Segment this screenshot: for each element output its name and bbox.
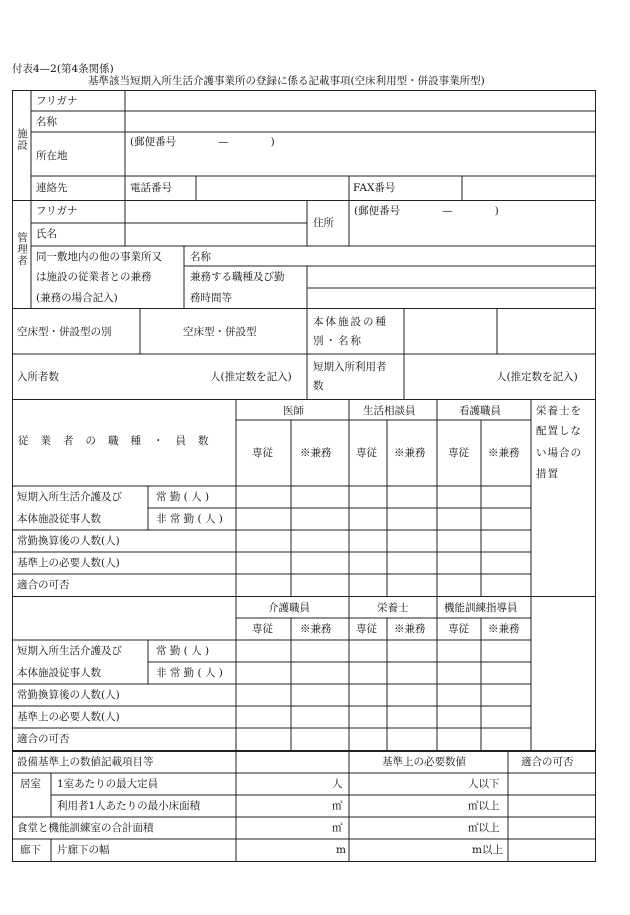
- col-doctor: 医師: [283, 405, 304, 417]
- parttime2-label: 非 常 勤 ( 人 ): [156, 667, 223, 679]
- manager-group-label: 管理者: [16, 232, 28, 267]
- dining-area-unit: ㎡: [332, 822, 343, 834]
- concurrent-role-line1: 兼務する職種及び勤: [190, 271, 285, 283]
- staff-header: 従業者の職種・員数: [18, 435, 221, 447]
- dietitian-note-line4: 措置: [536, 468, 559, 480]
- care-dedicated: 専従: [252, 623, 273, 635]
- nurse-dedicated: 専従: [448, 447, 469, 459]
- max-capacity-required-unit: 人以下: [468, 778, 500, 790]
- dietitian-note-line2: 配置しな: [536, 425, 582, 437]
- fulltime-label: 常 勤 ( 人 ): [156, 491, 210, 503]
- corridor-width-unit: m: [336, 844, 346, 856]
- count-label-line2: 本体施設従事人数: [17, 513, 101, 525]
- facility-furigana-label: フリガナ: [36, 95, 78, 107]
- counselor-dedicated: 専従: [356, 447, 377, 459]
- count2-label-line1: 短期入所生活介護及び: [17, 645, 122, 657]
- manager-furigana-label: フリガナ: [36, 205, 78, 217]
- concurrent-role-line2: 務時間等: [190, 292, 232, 304]
- residents-unit: 人(推定数を記入): [210, 371, 292, 383]
- main-facility-label-line2: 別・名称: [313, 335, 363, 347]
- dining-area-required-unit: ㎡以上: [468, 822, 500, 834]
- concurrent-name-label: 名称: [190, 251, 211, 263]
- residents-label: 入所者数: [17, 371, 59, 383]
- max-capacity-label: 1室あたりの最大定員: [57, 778, 159, 790]
- equipment-compliance-header: 適合の可否: [521, 756, 574, 768]
- main-facility-label-line1: 本体施設の種: [313, 316, 388, 328]
- facility-contact-label: 連絡先: [36, 182, 68, 194]
- corridor-width-required-unit: m以上: [472, 844, 503, 856]
- type-value: 空床型・併設型: [183, 326, 257, 338]
- concurrent-label-line3: (兼務の場合記入): [36, 292, 118, 304]
- dietitian-concurrent: ※兼務: [394, 623, 426, 635]
- trainer-dedicated: 専従: [448, 623, 469, 635]
- compliance2-label: 適合の可否: [17, 733, 70, 745]
- dietitian-note-line3: い場合の: [536, 447, 582, 459]
- fte-label: 常勤換算後の人数(人): [17, 535, 120, 547]
- page-title: 基準該当短期入所生活介護事業所の登録に係る記載事項(空床利用型・併設事業所型): [88, 75, 485, 87]
- parttime-label: 非 常 勤 ( 人 ): [156, 513, 223, 525]
- short-users-unit: 人(推定数を記入): [496, 371, 578, 383]
- dietitian-note-line1: 栄養士を: [536, 405, 582, 417]
- short-users-label-line1: 短期入所利用者: [313, 361, 387, 373]
- concurrent-label-line2: は施設の従業者との兼務: [36, 271, 152, 283]
- form-id: 付表4—2(第4条関係): [12, 63, 114, 75]
- col-counselor: 生活相談員: [363, 405, 416, 417]
- min-area-label: 利用者1人あたりの最小床面積: [57, 800, 201, 812]
- fulltime2-label: 常 勤 ( 人 ): [156, 645, 210, 657]
- col-trainer: 機能訓練指導員: [444, 602, 518, 614]
- facility-group-label: 施設: [16, 128, 28, 151]
- count2-label-line2: 本体施設従事人数: [17, 667, 101, 679]
- dining-area-label: 食堂と機能訓練室の合計面積: [17, 822, 154, 834]
- facility-phone-label: 電話番号: [130, 182, 172, 194]
- dietitian-dedicated: 専従: [356, 623, 377, 635]
- col-care: 介護職員: [268, 602, 310, 614]
- col-dietitian: 栄養士: [377, 602, 409, 614]
- doctor-concurrent: ※兼務: [300, 447, 332, 459]
- facility-fax-label: FAX番号: [353, 182, 396, 194]
- col-nurse: 看護職員: [459, 405, 501, 417]
- nurse-concurrent: ※兼務: [488, 447, 520, 459]
- facility-postal-field[interactable]: (郵便番号 — ): [130, 136, 275, 148]
- min-area-required-unit: ㎡以上: [468, 800, 500, 812]
- facility-address-label: 所在地: [36, 150, 68, 162]
- short-users-label-line2: 数: [313, 380, 324, 392]
- trainer-concurrent: ※兼務: [488, 623, 520, 635]
- equipment-required-header: 基準上の必要数値: [382, 756, 466, 768]
- fte2-label: 常勤換算後の人数(人): [17, 689, 120, 701]
- required-label: 基準上の必要人数(人): [17, 557, 120, 569]
- concurrent-label-line1: 同一敷地内の他の事業所又: [36, 251, 162, 263]
- manager-postal-field[interactable]: (郵便番号 — ): [354, 205, 499, 217]
- manager-name-label: 氏名: [36, 228, 57, 240]
- facility-name-label: 名称: [36, 116, 57, 128]
- manager-address-label: 住所: [313, 217, 334, 229]
- compliance-label: 適合の可否: [17, 579, 70, 591]
- equipment-header: 設備基準上の数値記載項目等: [17, 756, 154, 768]
- type-label: 空床型・併設型の別: [17, 326, 112, 338]
- min-area-unit: ㎡: [332, 800, 343, 812]
- required2-label: 基準上の必要人数(人): [17, 711, 120, 723]
- corridor-width-label: 片廊下の幅: [57, 844, 110, 856]
- room-label: 居室: [20, 778, 41, 790]
- max-capacity-unit: 人: [332, 778, 343, 790]
- count-label-line1: 短期入所生活介護及び: [17, 491, 122, 503]
- care-concurrent: ※兼務: [300, 623, 332, 635]
- corridor-label: 廊下: [20, 844, 41, 856]
- doctor-dedicated: 専従: [252, 447, 273, 459]
- counselor-concurrent: ※兼務: [394, 447, 426, 459]
